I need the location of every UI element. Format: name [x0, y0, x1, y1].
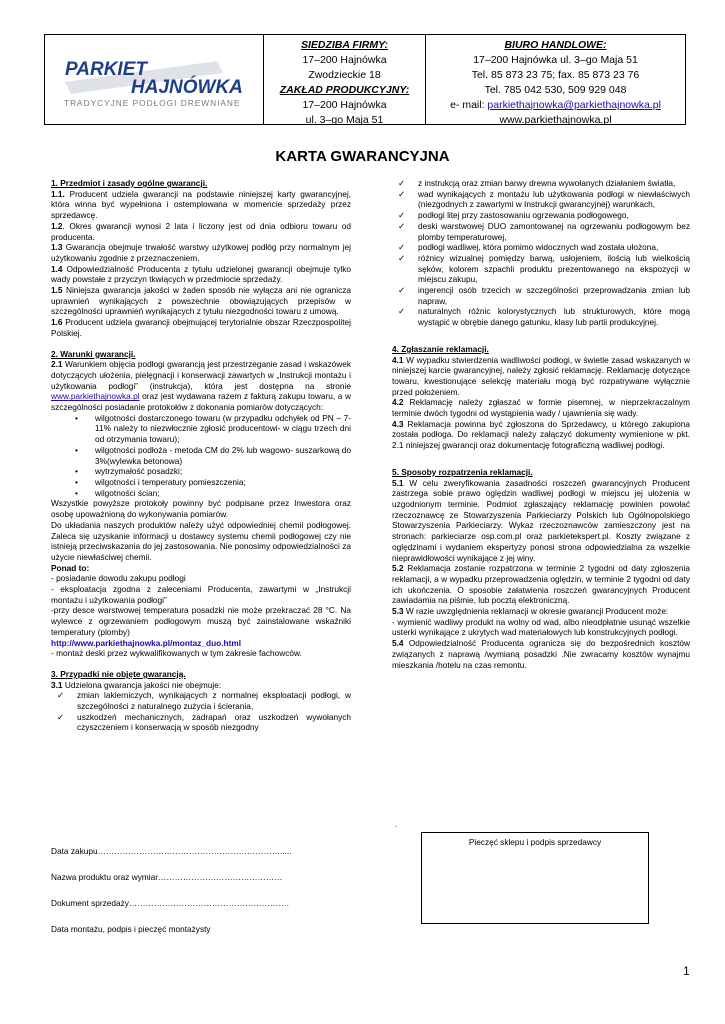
seat-line2: Zwodzieckie 18: [308, 69, 381, 81]
seat-line3: 17–200 Hajnówka: [302, 99, 387, 111]
office-line1: 17–200 Hajnówka ul. 3–go Maja 51: [473, 54, 638, 66]
office-label: BIURO HANDLOWE:: [504, 39, 607, 51]
list-item: ✓ podłogi litej przy zastosowaniu ogrzewania podłogowego,: [392, 210, 690, 221]
para-3-1: 3.1 Udzielona gwarancja jakości nie obejmuje:: [51, 679, 222, 690]
para-1-6: 1.6 Producent udziela gwarancji obejmującej terytorialnie obszar Rzeczpospolitej Polskiej.: [51, 317, 351, 338]
list-item: • wilgotności dostarczonego towaru (w przypadku odchyłek od PN – 7-11% należy to niezwłocznie zgłosić producentowi- w ciągu trzech dni od otrzymania towaru);: [51, 413, 351, 445]
list-item: ✓ deski warstwowej DUO zamontowanej na ogrzewaniu podłogowym bez plomby temperaturowej,: [392, 221, 690, 242]
list-item: ✓ różnicy wizualnej pomiędzy barwą, usłojeniem, ilością lub wielkością sęków, kolorem szpachli produktu prezentowanego na ekspozycji w miejscu zakupu,: [392, 253, 690, 285]
section-4-heading: 4. Zgłaszanie reklamacji.: [392, 343, 489, 354]
company-seat: [264, 35, 426, 124]
para-2-chemistry: Do układania naszych produktów należy użyć odpowiedniej chemii podłogowej. Zaleca się uzyskanie informacji u dostawcy systemu chemii podłogowej czy nie istnieją przeciwskazania do jej zastosowania. Nie ponosimy odpowiedzialności za użycie niewłaściwej chemii.: [51, 519, 351, 562]
exclusions-list-part2: [392, 178, 690, 328]
section-1-heading: 1. Przedmiot i zasady ogólne gwarancji.: [51, 178, 208, 188]
condition-2: - eksploatacja zgodna z zaleceniami Producenta, zawartymi w „Instrukcji montażu i użytkowania podłogi”: [51, 584, 351, 605]
para-1-2: 1.2. Okres gwarancji wynosi 2 lata i liczony jest od dnia odbioru towaru od producenta.: [51, 220, 351, 242]
list-item: ✓ uszkodzeń mechanicznych, zadrapań oraz uszkodzeń wywołanych czyszczeniem i konserwacją w sposób niezgodny: [51, 712, 351, 733]
shop-stamp-box[interactable]: [421, 832, 649, 924]
logo-line1: PARKIET: [65, 59, 147, 80]
logo-line2: HAJNÓWKA: [131, 77, 243, 98]
section-3-heading: 3. Przypadki nie objęte gwarancją.: [51, 668, 186, 679]
email-link[interactable]: parkiethajnowka@parkiethajnowka.pl: [487, 99, 661, 111]
para-5-1: 5.1 W celu zweryfikowania zasadności roszczeń gwarancyjnych Producent zastrzega sobie prawo oględzin wadliwej podłogi w miejscu jej ułożenia w uzgodnionym terminie. Podmiot zgłaszający reklamację powinien powołać rzeczoznawcę ze Stowarzyszenia Parkieciarzy Polskich lub Ogólnopolskiego Stowarzyszenia Parkieciarzy. Wykaz rzeczoznawców zamieszczony jest na stronach: parkieciarze osp.com.pl oraz parkietekspert.pl. Koszty związane z oględzinami i wydaniem ekspertyzy ponosi strona odpowiedzialna za wszelkie nieprawidłowości wynikające z jej winy.: [392, 477, 690, 563]
purchase-date-field[interactable]: Data zakupu………………………………………………………….....: [51, 846, 292, 856]
list-item: • wytrzymałość posadzki;: [51, 466, 351, 477]
para-1-3: 1.3 Gwarancja obejmuje trwałość warstwy użytkowej podłóg przy normalnym jej użytkowaniu zgodnie z przeznaczeniem.: [51, 242, 351, 263]
para-2-protocols: Wszystkie powyższe protokoły powinny być podpisane przez Inwestora oraz osobę upoważnioną do wykonywania pomiarów.: [51, 498, 351, 520]
installation-date-field[interactable]: Data montażu, podpis i pieczęć montażysty: [51, 924, 211, 934]
office-www[interactable]: www.parkiethajnowka.pl: [499, 114, 612, 126]
production-label: ZAKŁAD PRODUKCYJNY:: [279, 84, 410, 96]
list-item: ✓ naturalnych różnic kolorystycznych lub strukturowych, które mogą wystąpić w obrębie danego gatunku, klasy lub partii produkcyjnej.: [392, 306, 690, 327]
sales-document-field[interactable]: Dokument sprzedaży………………………………………………….: [51, 898, 289, 908]
product-name-field[interactable]: Nazwa produktu oraz wymiar………………………………………: [51, 872, 283, 882]
montage-url-link[interactable]: http://www.parkiethajnowka.pl/montaz_duo.html: [51, 637, 242, 648]
seat-label: SIEDZIBA FIRMY:: [300, 39, 389, 51]
page-number: 1: [683, 964, 690, 978]
list-item: ✓ zmian lakierniczych, wynikających z normalnej eksploatacji podłogi, w szczególności z naturalnego zużycia i ścierania,: [51, 690, 351, 711]
para-5-4: 5.4 Odpowiedzialność Producenta ogranicza się do bezpośrednich kosztów związanych z naprawą /wymianą posadzki .Nie zwracamy kosztów wynajmu mieszkania /hotelu na czas remontu.: [392, 638, 690, 670]
office-line3: Tel. 785 042 530, 509 929 048: [484, 84, 627, 96]
right-column: [392, 178, 690, 670]
list-item: • wilgotności i temperatury pomieszczenia;: [51, 477, 351, 488]
list-item: ✓ podłogi wadliwej, która pomimo widocznych wad została ułożona,: [392, 242, 690, 253]
ponad-to-label: Ponad to:: [51, 562, 90, 573]
logo-graphic: [45, 35, 263, 124]
logo-tagline: TRADYCYJNE PODŁOGI DREWNIANE: [64, 98, 241, 108]
section-5-heading: 5. Sposoby rozpatrzenia reklamacji.: [392, 466, 533, 477]
para-4-3: 4.3 Reklamacja powinna być zgłoszona do Sprzedawcy, u którego zakupiona została podłoga. Do reklamacji należy załączyć dokumenty wymienione w pkt. 2.1 niniejszej gwarancji oraz dokumentację fotograficzną wadliwej podłogi.: [392, 418, 690, 451]
section-2-heading: 2. Warunki gwarancji.: [51, 348, 136, 359]
stamp-label: Pieczęć sklepu i podpis sprzedawcy: [468, 837, 602, 847]
stray-dot: .: [395, 820, 398, 829]
office-email-row: [426, 98, 685, 113]
measurement-list: [51, 413, 351, 499]
company-logo: [45, 35, 264, 124]
office-line2: Tel. 85 873 23 75; fax. 85 873 23 76: [471, 69, 640, 81]
condition-4: - montaż deski przez wykwalifikowanych w tym zakresie fachowców.: [51, 648, 302, 659]
condition-1: - posiadanie dowodu zakupu podłogi: [51, 573, 186, 584]
list-item: • wilgotności podłoża - metoda CM do 2% lub wagowo- suszarkową do 3%(wylewka betonowa): [51, 445, 351, 466]
list-item: ✓ ingerencji osób trzecich w szczególności przeprowadzania zmian lub napraw,: [392, 285, 690, 306]
letterhead: [44, 34, 686, 125]
website-link[interactable]: www.parkiethajnowka.pl: [51, 391, 140, 402]
email-prefix: e- mail:: [450, 99, 488, 111]
list-item-continued: ✓ z instrukcją oraz zmian barwy drewna wywołanych działaniem światła,: [392, 178, 690, 189]
para-5-3: 5.3 W razie uwzględnienia reklamacji w okresie gwarancji Producent może:: [392, 606, 669, 617]
para-2-1: 2.1 Warunkiem objęcia podłogi gwarancją jest przestrzeganie zasad i wskazówek dotyczących ułożenia, pielęgnacji i konserwacji zawartych w „Instrukcji montażu i użytkowania podłogi” (instrukcja), która jest dostępna na stronie www.parkiethajnowka.pl oraz jest wydawana razem z fakturą zakupu towaru, a w szczególności posiadanie protokołów z dokonania pomiarów dotyczących:: [51, 359, 351, 413]
para-1-5: 1.5 Niniejsza gwarancja jakości w żaden sposób nie wyłącza ani nie ogranicza uprawnień wynikających z powszechnie obowiązujących przepisów w szczególności uprawnień wynikających z tytułu niezgodności towaru z umową.: [51, 285, 351, 317]
exclusions-list-part1: [51, 690, 351, 733]
list-item: • wilgotności ścian;: [51, 488, 351, 499]
seat-line4: ul. 3–go Maja 51: [305, 114, 384, 126]
list-item: ✓ wad wynikających z montażu lub użytkowania podłogi w niewłaściwych (niezgodnych z zawartymi w Instrukcji gwarancyjnej) warunkach,: [392, 189, 690, 210]
para-1-1: 1.1. Producent udziela gwarancji na podstawie niniejszej karty gwarancyjnej, która winna być wypełniona i ostemplowana w momencie sprzedaży przez sprzedawcę.: [51, 188, 351, 221]
para-1-4: 1.4 Odpowiedzialność Producenta z tytułu udzielonej gwarancji obejmuje tylko wady powstałe z przyczyn tkwiących w przedmiocie sprzedaży.: [51, 263, 351, 285]
para-5-3b: - wymienić wadliwy produkt na wolny od wad, albo nieodpłatnie usunąć wszelkie usterki wynikające z ukrytych wad materiałowych lub konstrukcyjnych podłogi.: [392, 616, 690, 638]
para-4-2: 4.2 Reklamację należy zgłaszać w formie pisemnej, w nieprzekraczalnym terminie dwóch tygodni od wystąpienia wady / ujawnienia się wady.: [392, 397, 690, 419]
left-column: [51, 178, 351, 733]
sales-office: [426, 35, 685, 124]
seat-line1: 17–200 Hajnówka: [302, 54, 387, 66]
condition-3: -przy desce warstwowej temperatura posadzki nie może przekraczać 28 °C. Na wylewce z ogrzewaniem podłogowym muszą być zainstalowane wskaźniki temperatury (plomby): [51, 605, 351, 637]
para-5-2: 5.2 Reklamacja zostanie rozpatrzona w terminie 2 tygodni od daty zgłoszenia reklamacji, a w wypadku przeprowadzenia oględzin, w terminie 2 tygodni od daty ich ukończenia. O sposobie załatwienia roszczeń gwarancyjnych Producent zawiadamia na piśmie, lub pocztą elektroniczną.: [392, 563, 690, 606]
fill-in-fields: [51, 846, 292, 950]
page-title: KARTA GWARANCYJNA: [275, 148, 450, 165]
para-4-1: 4.1 W wypadku stwierdzenia wadliwości podłogi, w świetle zasad wskazanych w niniejszej karcie gwarancyjnej, należy zgłosić reklamację. Reklamację dotyczące towaru, kwestionujące selekcję materiału mogą być rozpatrywane wyłącznie przed położeniem.: [392, 354, 690, 397]
